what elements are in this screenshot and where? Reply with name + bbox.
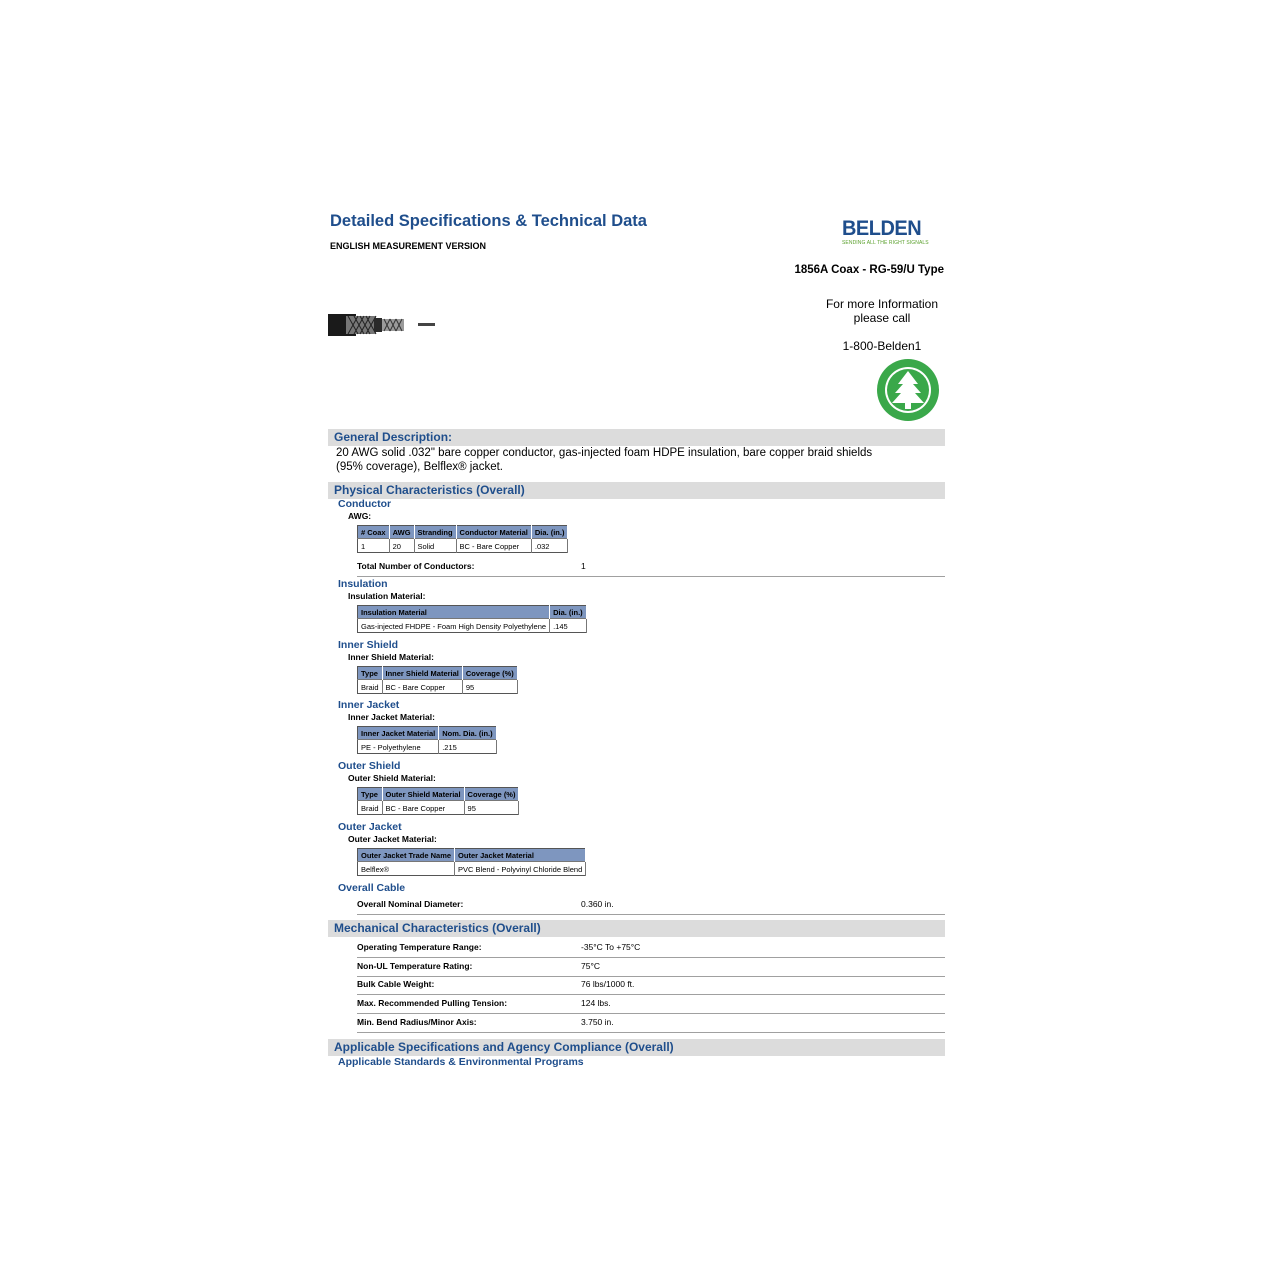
table-cell: Gas-injected FHDPE - Foam High Density Polyethylene [358, 619, 550, 633]
mechanical-characteristics-bar [328, 920, 945, 937]
conductor-table [357, 525, 568, 553]
mechanical-label: Bulk Cable Weight: [357, 979, 435, 989]
table-cell: 1 [358, 539, 390, 553]
overall-diameter-value: 0.360 in. [581, 899, 614, 909]
outer-jacket-material-label: Outer Jacket Material: [348, 834, 437, 844]
mechanical-row [357, 939, 945, 958]
table-cell: 95 [462, 680, 517, 694]
table-header: Outer Jacket Material [455, 849, 586, 862]
table-header: Outer Shield Material [382, 788, 464, 801]
general-description-line-1: 20 AWG solid .032" bare copper conductor, gas-injected foam HDPE insulation, bare copper braid shields [336, 447, 873, 459]
applicable-standards-heading: Applicable Standards & Environmental Programs [338, 1056, 584, 1068]
table-header: Outer Jacket Trade Name [358, 849, 455, 862]
mechanical-row [357, 995, 945, 1014]
rohs-tree-badge-icon [876, 358, 940, 422]
general-description-heading: General Description: [334, 430, 453, 444]
inner-jacket-table [357, 726, 497, 754]
contact-info [822, 297, 942, 325]
inner-shield-material-label: Inner Shield Material: [348, 652, 434, 662]
table-cell: Solid [414, 539, 456, 553]
mechanical-value: 75°C [581, 961, 600, 971]
inner-jacket-material-label: Inner Jacket Material: [348, 712, 435, 722]
table-cell: .215 [439, 740, 496, 754]
applicable-specifications-bar [328, 1039, 945, 1056]
total-conductors-row [357, 558, 945, 577]
outer-shield-material-label: Outer Shield Material: [348, 773, 436, 783]
mechanical-row [357, 958, 945, 977]
table-cell: .032 [531, 539, 568, 553]
brand-tagline: SENDING ALL THE RIGHT SIGNALS [842, 240, 929, 246]
table-header: Stranding [414, 526, 456, 539]
inner-shield-table [357, 666, 518, 694]
table-header: Nom. Dia. (in.) [439, 727, 496, 740]
brand-name: BELDEN [842, 217, 922, 240]
table-cell: 95 [464, 801, 519, 815]
table-header: Insulation Material [358, 606, 550, 619]
mechanical-label: Max. Recommended Pulling Tension: [357, 998, 508, 1008]
general-description-line-2: (95% coverage), Belflex® jacket. [336, 461, 503, 473]
contact-line-2: please call [853, 311, 911, 325]
mechanical-label: Min. Bend Radius/Minor Axis: [357, 1017, 477, 1027]
table-header: Coverage (%) [462, 667, 517, 680]
mechanical-label: Non-UL Temperature Rating: [357, 961, 473, 971]
applicable-specifications-heading: Applicable Specifications and Agency Compliance (Overall) [334, 1040, 674, 1054]
table-cell: Belflex® [358, 862, 455, 876]
physical-characteristics-bar [328, 482, 945, 499]
conductor-heading: Conductor [338, 498, 392, 510]
outer-jacket-heading: Outer Jacket [338, 821, 402, 833]
table-header: Inner Jacket Material [358, 727, 439, 740]
general-description-bar [328, 429, 945, 446]
general-description [336, 446, 936, 474]
insulation-table [357, 605, 587, 633]
insulation-heading: Insulation [338, 578, 388, 590]
table-header: # Coax [358, 526, 390, 539]
mechanical-value: 124 lbs. [581, 998, 611, 1008]
inner-jacket-heading: Inner Jacket [338, 699, 400, 711]
overall-diameter-row [357, 896, 945, 915]
mechanical-value: 76 lbs/1000 ft. [581, 979, 635, 989]
overall-diameter-label: Overall Nominal Diameter: [357, 899, 464, 909]
mechanical-row [357, 1014, 945, 1033]
table-cell: 20 [389, 539, 414, 553]
mechanical-value: -35°C To +75°C [581, 942, 641, 952]
table-cell: .145 [550, 619, 587, 633]
table-cell: Braid [358, 801, 383, 815]
table-header: Coverage (%) [464, 788, 519, 801]
cable-image-icon [328, 308, 440, 340]
table-header: AWG [389, 526, 414, 539]
physical-characteristics-heading: Physical Characteristics (Overall) [334, 483, 525, 497]
table-header: Dia. (in.) [550, 606, 587, 619]
table-header: Type [358, 667, 383, 680]
table-cell: Braid [358, 680, 383, 694]
inner-shield-heading: Inner Shield [338, 639, 399, 651]
conductor-awg-label: AWG: [348, 511, 372, 521]
phone-number: 1-800-Belden1 [842, 339, 922, 353]
mechanical-characteristics-heading: Mechanical Characteristics (Overall) [334, 921, 541, 935]
outer-shield-heading: Outer Shield [338, 760, 401, 772]
mechanical-label: Operating Temperature Range: [357, 942, 482, 952]
table-cell: BC - Bare Copper [382, 801, 464, 815]
mechanical-row [357, 976, 945, 995]
product-name: 1856A Coax - RG-59/U Type [794, 264, 944, 276]
table-header: Conductor Material [456, 526, 531, 539]
table-cell: PVC Blend - Polyvinyl Chloride Blend [455, 862, 586, 876]
document-title: Detailed Specifications & Technical Data [330, 212, 647, 230]
table-header: Type [358, 788, 383, 801]
belden-logo [842, 218, 932, 248]
table-cell: BC - Bare Copper [456, 539, 531, 553]
outer-jacket-table [357, 848, 586, 876]
table-cell: PE - Polyethylene [358, 740, 439, 754]
table-header: Dia. (in.) [531, 526, 568, 539]
contact-line-1: For more Information [825, 297, 939, 311]
table-cell: BC - Bare Copper [382, 680, 462, 694]
total-conductors-label: Total Number of Conductors: [357, 561, 475, 571]
document-subtitle: ENGLISH MEASUREMENT VERSION [330, 241, 487, 251]
outer-shield-table [357, 787, 519, 815]
insulation-material-label: Insulation Material: [348, 591, 426, 601]
total-conductors-value: 1 [581, 561, 586, 571]
overall-cable-heading: Overall Cable [338, 882, 406, 894]
table-header: Inner Shield Material [382, 667, 462, 680]
mechanical-value: 3.750 in. [581, 1017, 614, 1027]
